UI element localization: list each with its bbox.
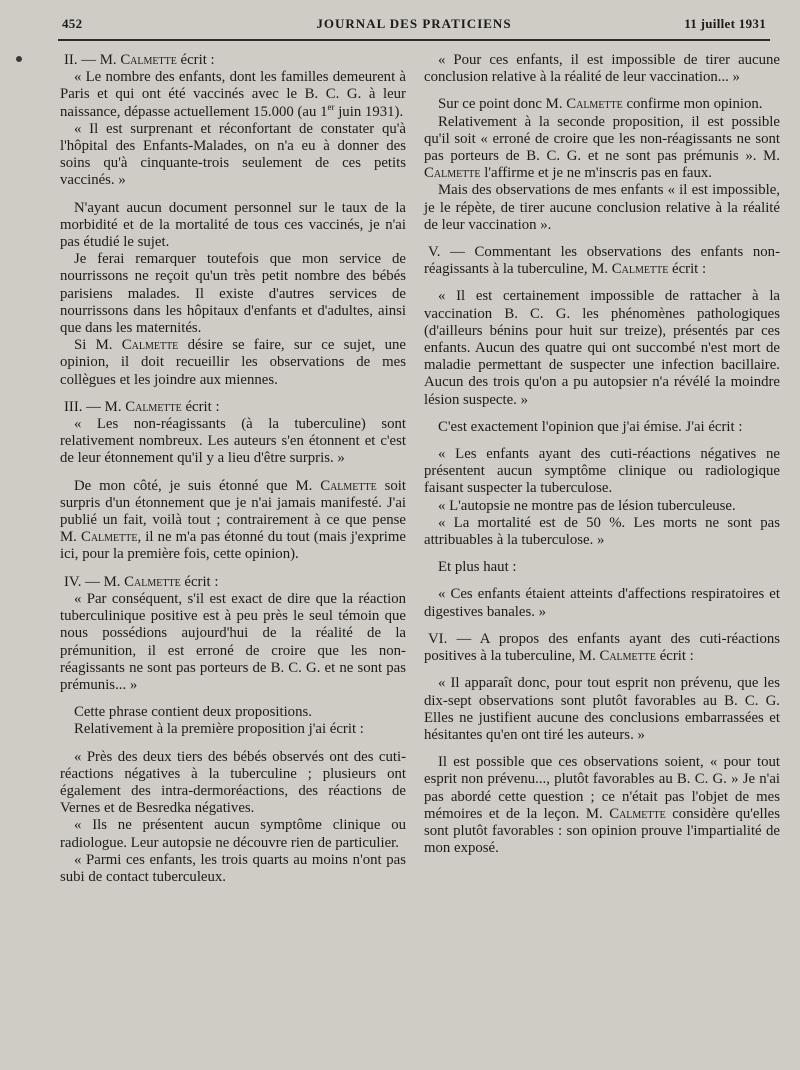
paragraph: De mon côté, je suis étonné que M. Calmette soit surpris d'un étonnement que je n'ai jamais manifesté. J'ai publié un fait, voilà tout ; contrairement à ce que pense M. Calmette, il ne m'a pas étonné du tout (mais j'exprime ici, pour la première fois, cette opinion).	[60, 477, 406, 563]
paragraph: « Il apparaît donc, pour tout esprit non prévenu, que les dix-sept observations sont plutôt favorables au B. C. G. Elles ne justifient aucune des conclusions embarrassées et hésitantes qu'en ont tiré les auteurs. »	[424, 675, 780, 743]
paragraph: « Par conséquent, s'il est exact de dire que la réaction tuberculinique positive est à peu près le seul témoin que nous possédions aujourd'hui de la réalité de la prémunition, il est erroné de croire que les non-réagissants ne sont pas porteurs de B. C. G. et ne sont pas prémunis... »	[60, 590, 406, 693]
paragraph: Et plus haut :	[438, 559, 517, 576]
paragraph: Cette phrase contient deux propositions.	[74, 704, 312, 721]
section-heading: II. — M. Calmette écrit :	[64, 52, 215, 68]
issue-date: 11 juillet 1931	[684, 16, 766, 31]
paragraph: Si M. Calmette désire se faire, sur ce sujet, une opinion, il doit recueillir les observations de mes collègues et les joindre aux miennes.	[60, 337, 406, 388]
paragraph: « Pour ces enfants, il est impossible de tirer aucune conclusion relative à la réalité de leur vaccination... »	[424, 52, 780, 86]
paragraph: « Les enfants ayant des cuti-réactions négatives ne présentent aucun symptôme clinique ou radiologique faisant suspecter la tuberculose.	[424, 446, 780, 497]
section-heading: IV. — M. Calmette écrit :	[64, 573, 219, 590]
section-heading: V. — Commentant les observations des enfants non-réagissants à la tuberculine, M. Calmette écrit :	[424, 244, 780, 278]
paragraph: C'est exactement l'opinion que j'ai émise. J'ai écrit :	[438, 418, 743, 435]
margin-dot	[16, 56, 22, 62]
paragraph: Je ferai remarquer toutefois que mon service de nourrissons ne reçoit qu'un très petit nombre des bébés parisiens malades. Il existe d'autres services de nourrissons dans les hôpitaux d'enfants et d'adultes, ainsi que dans les maternités.	[60, 251, 406, 337]
header-rule	[58, 39, 770, 41]
right-column	[424, 52, 780, 857]
section-heading: VI. — A propos des enfants ayant des cuti-réactions positives à la tuberculine, M. Calmette écrit :	[424, 630, 780, 665]
paragraph: Il est possible que ces observations soient, « pour tout esprit non prévenu..., plutôt favorables au B. C. G. » Je n'ai pas abordé cette question ; ce n'était pas l'objet de mes mémoires et de la leçon. M. Calmette considère qu'elles sont plutôt favorables : son opinion prouve l'impartialité de mon exposé.	[424, 754, 781, 857]
paragraph: « Ces enfants étaient atteints d'affections respiratoires et digestives banales. »	[424, 586, 780, 620]
paragraph: « Il est certainement impossible de rattacher à la vaccination B. C. G. les phénomènes pathologiques (d'ailleurs bénins pour huit sur treize), présentés par ces enfants. Aucun des quatre qui ont succombé n'est mort de maladie permettant de suspecter une infection bacillaire. Aucun des trois qu'on a pu autopsier n'a révélé la moindre lésion suspecte. »	[424, 288, 780, 408]
paragraph: Mais des observations de mes enfants « il est impossible, je le répète, de tirer aucune conclusion relative à la réalité de leur vaccination ».	[424, 182, 780, 233]
paragraph: « Ils ne présentent aucun symptôme clinique ou radiologue. Leur autopsie ne découvre rien de particulier.	[60, 817, 406, 851]
paragraph: « Les non-réagissants (à la tuberculine) sont relativement nombreux. Les auteurs s'en étonnent et c'est de leur étonnement qu'il y a lieu d'être surpris. »	[60, 416, 406, 467]
paragraph: « Près des deux tiers des bébés observés ont des cuti-réactions négatives à la tuberculine ; plusieurs ont également des intra-dermoréactions, des réactions de Vernes et de Besredka négatives.	[60, 748, 406, 817]
running-head	[62, 16, 766, 38]
paragraph: « La mortalité est de 50 %. Les morts ne sont pas attribuables à la tuberculose. »	[424, 514, 780, 549]
paragraph: N'ayant aucun document personnel sur le taux de la morbidité et de la mortalité de tous ces vaccinés, je n'ai pas étudié le sujet.	[60, 199, 406, 251]
page-number: 452	[62, 16, 83, 31]
section-heading: III. — M. Calmette écrit :	[64, 398, 220, 415]
paragraph: Sur ce point donc M. Calmette confirme mon opinion.	[438, 96, 763, 113]
journal-title: JOURNAL DES PRATICIENS	[316, 16, 512, 31]
paragraph: Relativement à la seconde proposition, il est possible qu'il soit « erroné de croire que les non-réagissants ne sont pas porteurs de B. C. G. et ne sont pas prémunis ». M. Calmette l'affirme et je ne m'inscris pas en faux.	[424, 113, 780, 182]
left-column	[60, 52, 406, 886]
paragraph: « Parmi ces enfants, les trois quarts au moins n'ont pas subi de contact tuberculeux.	[60, 851, 406, 885]
paragraph: « L'autopsie ne montre pas de lésion tuberculeuse.	[438, 497, 736, 514]
paragraph: « Le nombre des enfants, dont les familles demeurent à Paris et qui ont été vaccinés avec le B. C. G. à leur naissance, dépasse actuellement 15.000 (au 1er juin 1931).	[60, 69, 406, 120]
paragraph: « Il est surprenant et réconfortant de constater qu'à l'hôpital des Enfants-Malades, on n'a eu à donner des soins qu'à cinquante-trois seulement de ces petits vaccinés. »	[60, 120, 406, 189]
paragraph: Relativement à la première proposition j'ai écrit :	[74, 721, 364, 738]
